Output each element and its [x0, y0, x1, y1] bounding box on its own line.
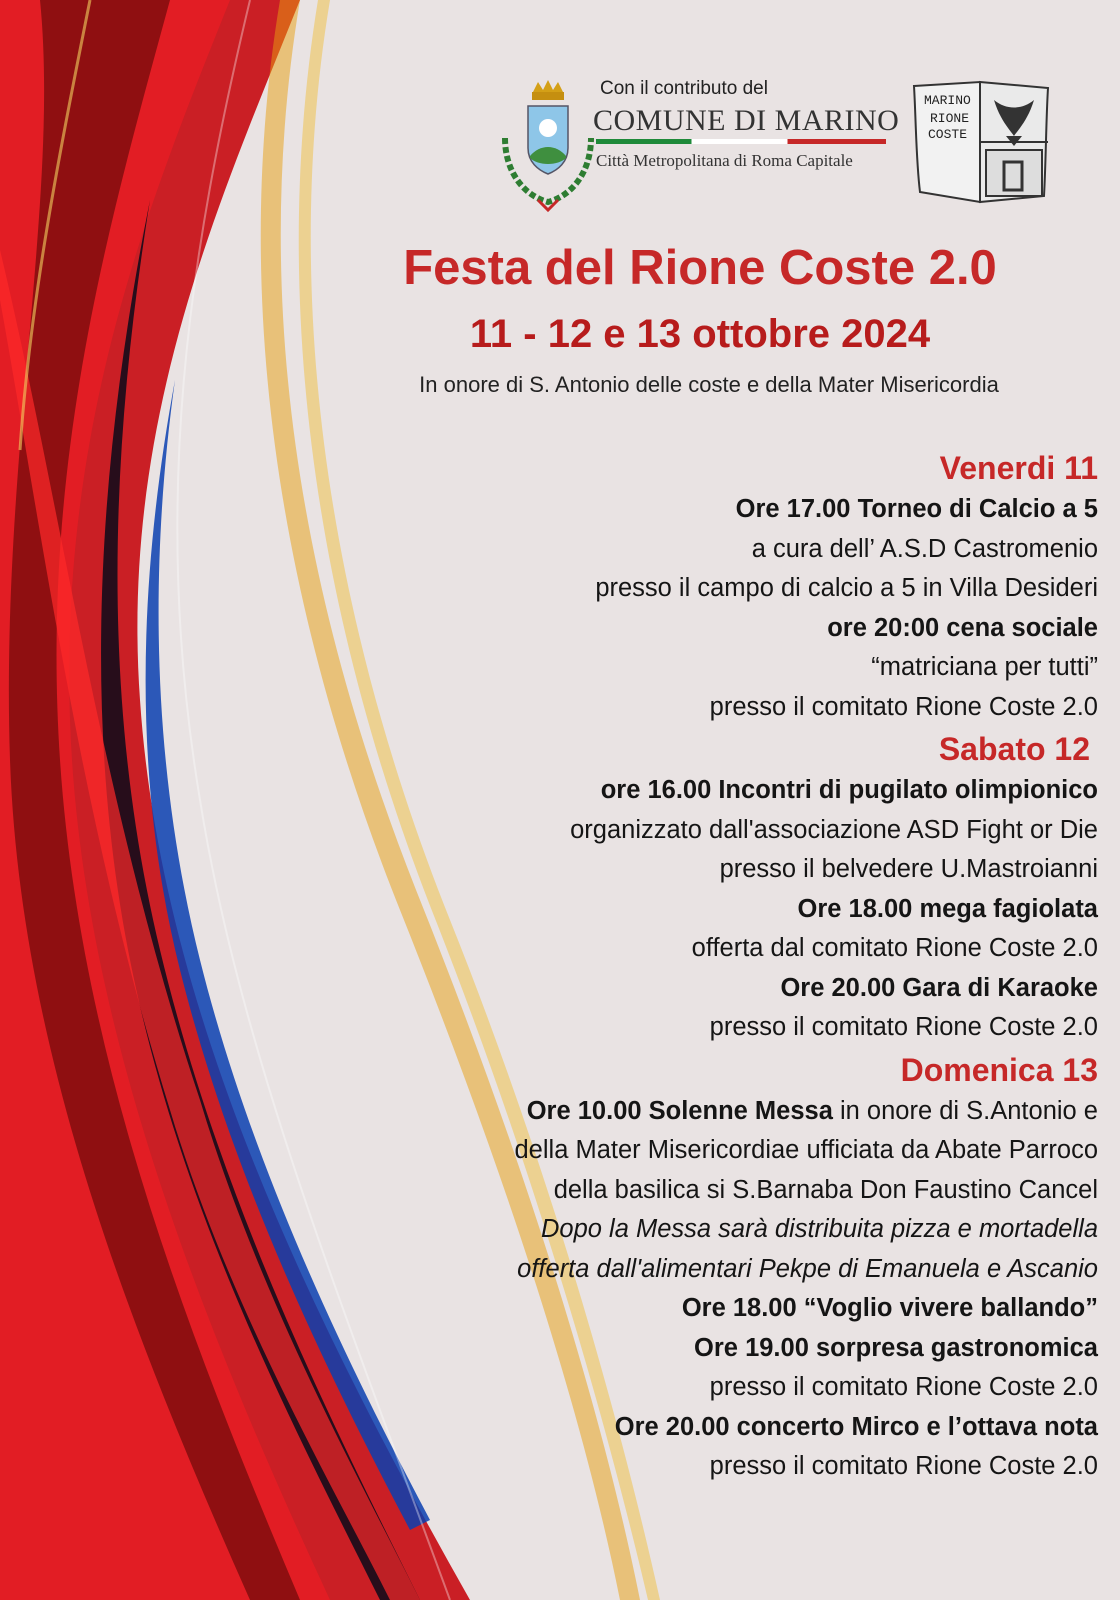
program-line: ore 16.00 Incontri di pugilato olimpionico: [600, 776, 1098, 804]
program-line: presso il comitato Rione Coste 2.0: [709, 1373, 1098, 1401]
program-line: presso il belvedere U.Mastroianni: [719, 855, 1098, 883]
program-line: Ore 19.00 sorpresa gastronomica: [694, 1333, 1098, 1362]
day-heading-friday: Venerdi 11: [939, 450, 1098, 486]
program-line: offerta dal comitato Rione Coste 2.0: [691, 934, 1098, 962]
program-line: a cura dell’ A.S.D Castromenio: [751, 534, 1098, 563]
program-line: presso il campo di calcio a 5 in Villa Desideri: [595, 574, 1098, 602]
day-heading-saturday: Sabato 12: [938, 731, 1090, 767]
event-title: Festa del Rione Coste 2.0: [403, 241, 997, 295]
event-program: [358, 446, 1098, 1487]
program-line: [358, 1092, 1098, 1132]
program-line: presso il comitato Rione Coste 2.0: [709, 1452, 1098, 1480]
tricolor-divider: [596, 139, 886, 144]
rione-logo-text-3: COSTE: [928, 127, 968, 142]
comune-crest-icon: [500, 78, 595, 213]
program-line: della Mater Misericordiae ufficiata da Abate Parroco: [514, 1136, 1098, 1164]
program-line: presso il comitato Rione Coste 2.0: [709, 1013, 1098, 1041]
rione-coste-logo-icon: [910, 80, 1052, 206]
rione-logo-text-2: RIONE: [930, 111, 970, 126]
program-line: della basilica si S.Barnaba Don Faustino Cancel: [553, 1175, 1098, 1204]
rione-logo-text-1: MARINO: [924, 93, 971, 108]
program-line-rest: in onore di S.Antonio e: [832, 1096, 1098, 1125]
program-line-bold: Ore 10.00 Solenne Messa: [526, 1096, 833, 1125]
program-line: Dopo la Messa sarà distribuita pizza e mortadella: [540, 1215, 1098, 1243]
metropolitan-city-text: Città Metropolitana di Roma Capitale: [596, 151, 853, 170]
contribution-text: Con il contributo del: [600, 78, 768, 99]
program-line: Ore 18.00 mega fagiolata: [797, 894, 1098, 923]
program-line: Ore 17.00 Torneo di Calcio a 5: [735, 495, 1098, 523]
program-line: presso il comitato Rione Coste 2.0: [709, 692, 1098, 721]
program-line: offerta dall'alimentari Pekpe di Emanuela e Ascanio: [517, 1254, 1098, 1283]
program-line: Ore 18.00 “Voglio vivere ballando”: [681, 1294, 1098, 1322]
program-line: Ore 20.00 concerto Mirco e l’ottava nota: [614, 1412, 1098, 1441]
day-heading-sunday: Domenica 13: [900, 1051, 1098, 1088]
program-line: “matriciana per tutti”: [871, 653, 1098, 681]
municipality-name: COMUNE DI MARINO: [593, 104, 900, 137]
event-dedication: In onore di S. Antonio delle coste e della Mater Misericordia: [419, 372, 999, 397]
program-line: organizzato dall'associazione ASD Fight or Die: [570, 815, 1098, 844]
event-dates: 11 - 12 e 13 ottobre 2024: [469, 312, 931, 356]
program-line: ore 20:00 cena sociale: [827, 613, 1098, 642]
program-line: Ore 20.00 Gara di Karaoke: [780, 973, 1098, 1002]
